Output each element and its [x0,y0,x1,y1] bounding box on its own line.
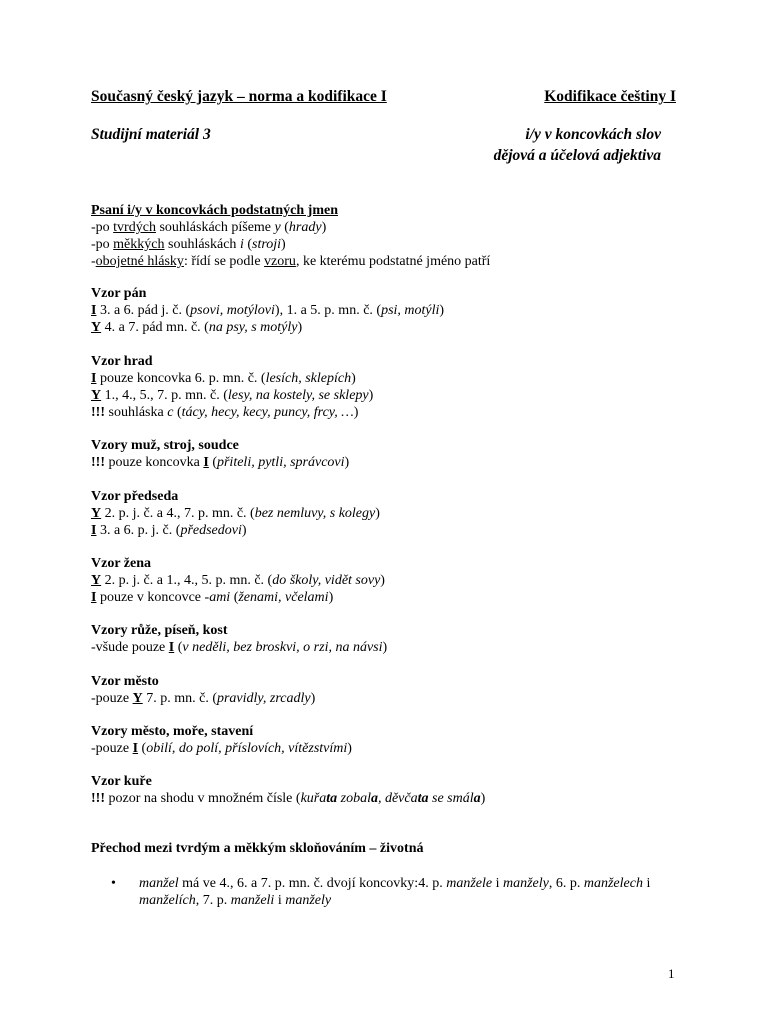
section-heading: Psaní i/y v koncovkách podstatných jmen [91,203,338,218]
text-line: I pouze v koncovce -ami (ženami, včelami) [91,590,334,605]
section-more [91,723,676,757]
text-line: I 3. a 6. p. j. č. (předsedovi) [91,523,247,538]
section-heading: Vzory město, moře, stavení [91,724,254,739]
section-muz [91,437,676,471]
section-pan [91,285,676,336]
text-line: !!! souhláska c (tácy, hecy, kecy, puncy, frcy, …) [91,405,359,420]
section-heading: Vzor kuře [91,774,152,789]
course-title: Současný český jazyk – norma a kodifikace I [91,88,387,105]
text-line: -po tvrdých souhláskách píšeme y (hrady) [91,220,327,235]
topic-line-1: i/y v koncovkách slov [525,126,661,143]
section-ruze [91,622,676,656]
text-line: I pouze koncovka 6. p. mn. č. (lesích, sklepích) [91,371,356,386]
text-line: -obojetné hlásky: řídí se podle vzoru, ke kterému podstatné jméno patří [91,254,491,269]
text-line: !!! pouze koncovka I (přiteli, pytli, správcovi) [91,455,350,470]
section-zena [91,555,676,606]
section-kure [91,773,676,807]
section-mesto [91,673,676,707]
text-line: -pouze I (obilí, do polí, příslovích, vítězstvími) [91,741,352,756]
text-line: Y 2. p. j. č. a 4., 7. p. mn. č. (bez nemluvy, s kolegy) [91,506,380,521]
section-heading: Vzor předseda [91,489,179,504]
text-line: I 3. a 6. pád j. č. (psovi, motýlovi), 1. a 5. p. mn. č. (psi, motýli) [91,303,445,318]
section-heading: Vzor pán [91,286,147,301]
section-intro [91,202,676,270]
topic-line-2: dějová a účelová adjektiva [493,147,661,164]
text-line: -pouze Y 7. p. mn. č. (pravidly, zrcadly) [91,691,316,706]
section-heading: Vzor město [91,674,159,689]
section-prechod [91,840,676,857]
text-line: !!! pozor na shodu v množném čísle (kuřata zobala, děvčata se smála) [91,791,486,806]
section-heading: Vzory muž, stroj, soudce [91,438,239,453]
page-number: 1 [668,966,675,981]
section-heading: Vzor žena [91,556,151,571]
text-line: -po měkkých souhláskách i (stroji) [91,237,286,252]
section-heading: Přechod mezi tvrdým a měkkým skloňováním – životná [91,841,424,856]
text-line: Y 4. a 7. pád mn. č. (na psy, s motýly) [91,320,303,335]
section-heading: Vzor hrad [91,354,153,369]
text-line: -všude pouze I (v neděli, bez broskvi, o rzi, na návsi) [91,640,388,655]
text-line: Y 2. p. j. č. a 1., 4., 5. p. mn. č. (do školy, vidět sovy) [91,573,385,588]
material-title: Studijní materiál 3 [91,126,211,143]
section-heading: Vzory růže, píseň, kost [91,623,228,638]
text-line: Y 1., 4., 5., 7. p. mn. č. (lesy, na kostely, se sklepy) [91,388,374,403]
section-title: Kodifikace češtiny I [544,88,676,105]
list-item-text: manžel má ve 4., 6. a 7. p. mn. č. dvojí koncovky:4. p. manžele i manžely, 6. p. manželech i manželích, 7. p. manželi i manžely [139,876,651,908]
section-predseda [91,488,676,539]
bullet-icon: • [111,876,116,891]
section-hrad [91,353,676,421]
